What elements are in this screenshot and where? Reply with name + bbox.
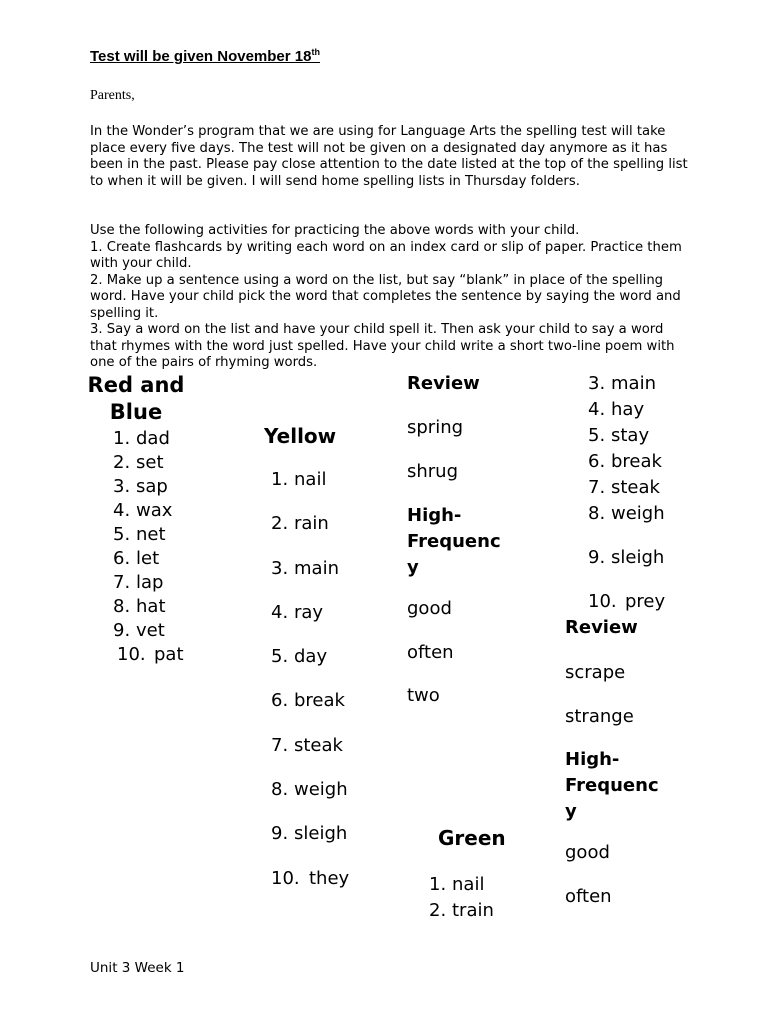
review-word: shrug	[407, 461, 459, 482]
list-item: 5. day	[271, 646, 328, 668]
list-item: 9. vet	[113, 620, 165, 641]
footer-text: Unit 3 Week 1	[90, 960, 185, 976]
title-text: Test will be given November 18	[90, 48, 312, 65]
high-frequency-word: often	[565, 886, 612, 907]
review-word: scrape	[565, 662, 626, 683]
activities-paragraph	[90, 223, 690, 372]
list-item: 8. weigh	[588, 503, 665, 524]
list-item: 6. let	[113, 548, 160, 569]
yellow-list	[271, 468, 349, 911]
list-item: 5. stay	[588, 425, 650, 446]
list-item: 6. break	[271, 690, 345, 712]
green-list-continued	[588, 372, 665, 614]
list-item: 8. hat	[113, 596, 166, 617]
green-heading: Green	[438, 826, 506, 850]
activities-line: 1. Create flashcards by writing each word on an index card or slip of paper. Practice them with your child.	[90, 239, 682, 271]
list-item: 7. steak	[271, 734, 343, 756]
yellow-heading: Yellow	[264, 424, 337, 448]
list-item: 6. break	[588, 451, 662, 472]
list-item: 4. hay	[588, 399, 645, 420]
title-superscript: th	[311, 47, 320, 57]
list-item: 3. main	[271, 557, 339, 579]
red-blue-list	[113, 427, 184, 667]
high-frequency-word: two	[407, 685, 440, 706]
high-frequency-word: good	[565, 842, 610, 863]
list-item: 3. main	[588, 373, 656, 394]
list-item: 4. wax	[113, 500, 173, 521]
red-blue-heading: Red and Blue	[87, 373, 185, 424]
list-item: 4. ray	[271, 601, 324, 623]
list-item: 2. set	[113, 452, 164, 473]
activities-line: 2. Make up a sentence using a word on the list, but say “blank” in place of the spelling word. Have your child pick the word that completes the sentence by saying the word and spelling it.	[90, 272, 681, 321]
green-review-block	[565, 615, 659, 909]
review-word: strange	[565, 706, 634, 727]
list-item: 2. rain	[271, 513, 329, 535]
yellow-review-block	[407, 371, 501, 708]
list-item: 10. pat	[117, 644, 184, 665]
review-heading: Review	[565, 617, 638, 638]
list-item: 1. nail	[271, 469, 327, 490]
high-frequency-heading: High- Frequenc y	[407, 505, 501, 578]
list-item: 10. prey	[588, 591, 666, 612]
greeting: Parents,	[90, 88, 135, 103]
list-item: 5. net	[113, 524, 166, 545]
list-item: 7. lap	[113, 572, 164, 593]
list-item: 9. sleigh	[271, 823, 348, 845]
list-item: 9. sleigh	[588, 547, 665, 568]
list-item: 3. sap	[113, 476, 168, 497]
activities-line: 3. Say a word on the list and have your child spell it. Then ask your child to say a word that rhymes with the word just spelled. Have your child write a short two-line poem with one of the pairs of rhyming words.	[90, 322, 675, 370]
high-frequency-word: good	[407, 598, 452, 619]
high-frequency-heading: High- Frequenc y	[565, 749, 659, 822]
list-item: 2. train	[429, 900, 494, 921]
green-list-start	[429, 873, 494, 925]
list-item: 1. dad	[113, 428, 170, 449]
activities-line: Use the following activities for practicing the above words with your child.	[90, 223, 580, 238]
high-frequency-word: often	[407, 642, 454, 663]
page-title	[90, 47, 344, 65]
list-item: 1. nail	[429, 874, 485, 895]
review-word: spring	[407, 417, 464, 438]
intro-paragraph: In the Wonder’s program that we are using for Language Arts the spelling test will take place every five days. The test will not be given on a designated day anymore as it has been in the past. Please pay close attention to the date listed at the top of the spelling list to when it will be given. I will send home spelling lists in Thursday folders.	[90, 124, 688, 189]
list-item: 10. they	[271, 867, 350, 889]
review-heading: Review	[407, 373, 480, 394]
list-item: 7. steak	[588, 477, 660, 498]
list-item: 8. weigh	[271, 779, 348, 801]
